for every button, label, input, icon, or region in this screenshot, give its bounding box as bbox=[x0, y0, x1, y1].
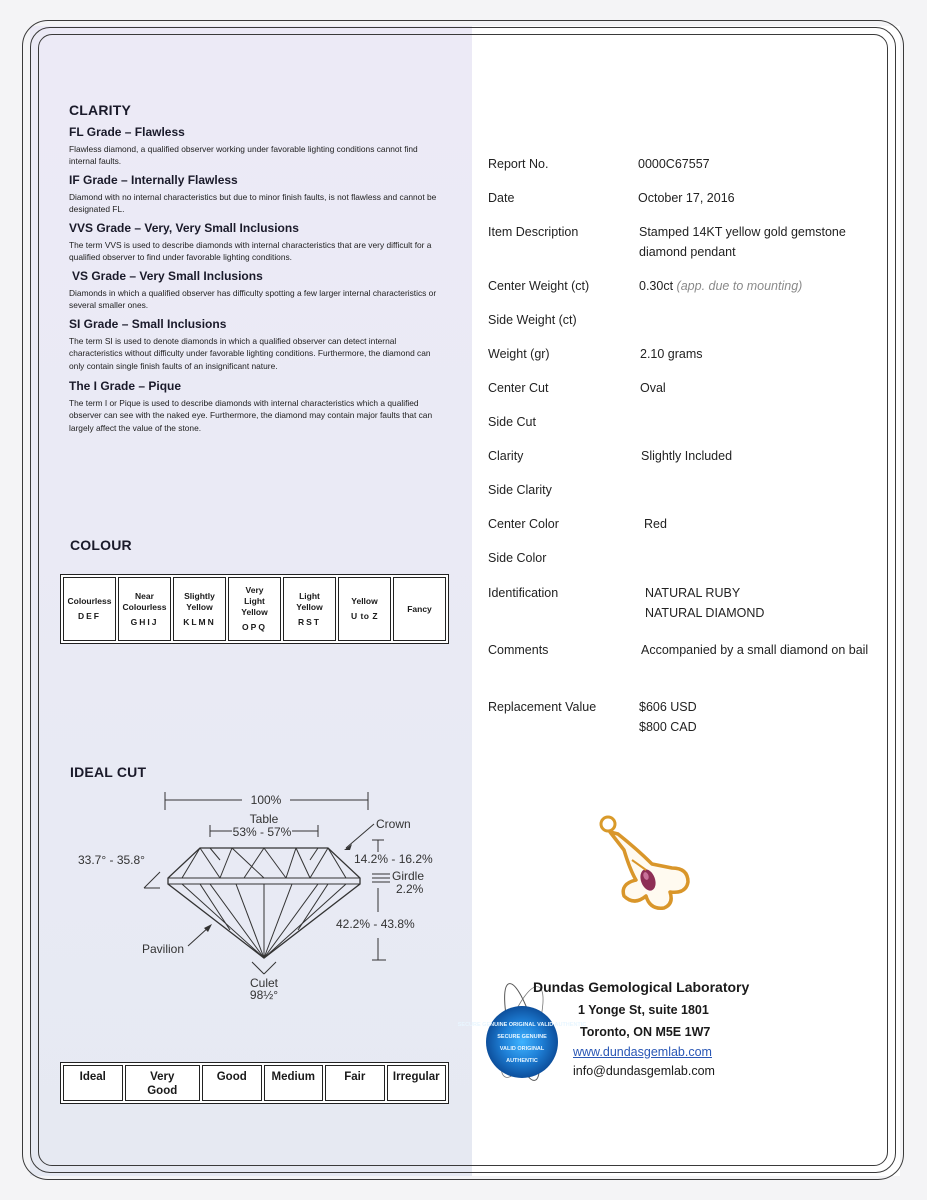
replacement-value-usd: $606 USD bbox=[639, 700, 697, 714]
date-label: Date bbox=[488, 191, 515, 205]
clarity-grade-desc: The term I or Pique is used to describe diamonds with internal characteristics which a qualified observer can see with the naked eye. Furthermore, the diamond may contain major faults that can largely affect the value of the stone. bbox=[69, 398, 433, 433]
colour-cell bbox=[173, 577, 226, 641]
cut-grade-cell: Ideal bbox=[63, 1065, 123, 1101]
clarity-title: CLARITY bbox=[69, 102, 132, 118]
lab-address-line2: Toronto, ON M5E 1W7 bbox=[580, 1025, 711, 1039]
center-weight-note: (app. due to mounting) bbox=[676, 279, 803, 293]
cut-grade-cell: Fair bbox=[325, 1065, 385, 1101]
colour-cell bbox=[338, 577, 391, 641]
clarity-grade-title: SI Grade – Small Inclusions bbox=[69, 317, 227, 331]
colour-cell bbox=[118, 577, 171, 641]
replacement-value-cad: $800 CAD bbox=[639, 720, 697, 734]
clarity-value: Slightly Included bbox=[641, 449, 733, 463]
cut-grade-cell: Irregular bbox=[387, 1065, 447, 1101]
colour-cell-label: Very Light Yellow bbox=[241, 585, 268, 617]
clarity-grade-title: VVS Grade – Very, Very Small Inclusions bbox=[69, 221, 299, 235]
colour-cell bbox=[283, 577, 336, 641]
weight-label: Weight (gr) bbox=[488, 347, 550, 361]
clarity-grade-title: VS Grade – Very Small Inclusions bbox=[72, 269, 263, 283]
diagram-table-label: Table bbox=[249, 812, 279, 826]
svg-text:SECURE GENUINE: SECURE GENUINE bbox=[497, 1034, 547, 1040]
side-color-label: Side Color bbox=[488, 551, 547, 565]
diagram-girdle-value: 2.2% bbox=[396, 882, 424, 896]
colour-cell bbox=[393, 577, 446, 641]
diagram-crown-label: Crown bbox=[376, 817, 411, 831]
report-number-value: 0000C67557 bbox=[638, 157, 710, 171]
colour-cell-label: Yellow bbox=[351, 596, 378, 606]
clarity-grade-desc: The term SI is used to denote diamonds in which a qualified observer can detect internal characteristics without difficulty under favorable lighting conditions. Furthermore, the diamond can only contain single finish faults of an insignificant nature. bbox=[69, 336, 431, 371]
report-number-label: Report No. bbox=[488, 157, 549, 171]
identification-line: NATURAL DIAMOND bbox=[645, 606, 765, 620]
pendant-photo bbox=[590, 810, 710, 920]
colour-cell-label: Light Yellow bbox=[296, 590, 323, 612]
colour-cell-code: OPQ bbox=[242, 622, 267, 632]
diagram-culet-label: Culet bbox=[249, 976, 279, 990]
colour-cell-code: RST bbox=[298, 616, 321, 627]
identification-line: NATURAL RUBY bbox=[645, 586, 741, 600]
center-color-value: Red bbox=[644, 517, 667, 531]
diagram-pavilion-depth: 42.2% - 43.8% bbox=[336, 917, 415, 931]
identification-value bbox=[645, 583, 764, 623]
colour-cell-label: Colourless bbox=[67, 596, 112, 606]
comments-value: Accompanied by a small diamond on bail bbox=[641, 643, 869, 657]
svg-text:VALID ORIGINAL: VALID ORIGINAL bbox=[499, 1046, 545, 1052]
diagram-crown-height: 14.2% - 16.2% bbox=[354, 852, 433, 866]
diagram-crown-angle: 33.7° - 35.8° bbox=[78, 853, 145, 867]
clarity-grade-title: IF Grade – Internally Flawless bbox=[69, 173, 238, 187]
clarity-grade-desc: Diamond with no internal characteristics but due to minor finish faults, is not flawless and cannot be designated FL. bbox=[69, 192, 437, 215]
diagram-table-range: 53% - 57% bbox=[232, 825, 292, 839]
lab-email[interactable]: info@dundasgemlab.com bbox=[573, 1064, 715, 1078]
svg-text:AUTHENTIC: AUTHENTIC bbox=[506, 1058, 538, 1064]
clarity-grade-title: FL Grade – Flawless bbox=[69, 125, 185, 139]
diamond-cut-diagram bbox=[60, 780, 460, 1010]
side-clarity-label: Side Clarity bbox=[488, 483, 552, 497]
comments-label: Comments bbox=[488, 643, 549, 657]
date-value: October 17, 2016 bbox=[638, 191, 735, 205]
colour-cell-code: KLMN bbox=[183, 616, 216, 627]
cut-grade-cell: Very Good bbox=[125, 1065, 201, 1101]
center-color-label: Center Color bbox=[488, 517, 559, 531]
center-cut-label: Center Cut bbox=[488, 381, 549, 395]
ideal-cut-title: IDEAL CUT bbox=[70, 764, 147, 780]
colour-cell-label: Near Colourless bbox=[122, 590, 167, 612]
colour-scale-table bbox=[60, 574, 449, 644]
cut-grade-table bbox=[60, 1062, 449, 1104]
colour-title: COLOUR bbox=[70, 537, 132, 553]
center-weight-label: Center Weight (ct) bbox=[488, 279, 590, 293]
colour-cell-label: Fancy bbox=[407, 603, 432, 614]
lab-website-link[interactable]: www.dundasgemlab.com bbox=[573, 1045, 712, 1059]
colour-cell-code: U to Z bbox=[350, 611, 379, 621]
item-description-line: Stamped 14KT yellow gold gemstone bbox=[639, 225, 846, 239]
item-description-label: Item Description bbox=[488, 225, 579, 239]
colour-cell bbox=[228, 577, 281, 641]
lab-name: Dundas Gemological Laboratory bbox=[533, 979, 750, 995]
clarity-label: Clarity bbox=[488, 449, 524, 463]
item-description-line: diamond pendant bbox=[639, 245, 736, 259]
side-cut-label: Side Cut bbox=[488, 415, 536, 429]
replacement-value-label: Replacement Value bbox=[488, 700, 597, 714]
diagram-girdle-label: Girdle bbox=[392, 869, 425, 883]
hologram-text: SECURE GENUINE ORIGINAL VALID AUTHENTIC bbox=[457, 1022, 587, 1028]
colour-cell-label: Slightly Yellow bbox=[184, 590, 215, 612]
diagram-pavilion-label: Pavilion bbox=[142, 942, 185, 956]
clarity-grade-desc: The term VVS is used to describe diamonds with internal characteristics that are very difficult for a qualified observer to find under favorable lighting conditions. bbox=[69, 240, 432, 263]
colour-cell-code: DEF bbox=[78, 611, 101, 621]
colour-cell bbox=[63, 577, 116, 641]
clarity-grade-title: The I Grade – Pique bbox=[69, 379, 182, 393]
diagram-width-label: 100% bbox=[250, 793, 282, 807]
cut-grade-cell: Medium bbox=[264, 1065, 324, 1101]
diagram-culet-value: 98½° bbox=[249, 988, 279, 1002]
lab-address-line1: 1 Yonge St, suite 1801 bbox=[578, 1003, 709, 1017]
hologram-seal-icon bbox=[457, 958, 587, 1088]
center-weight-amount: 0.30ct bbox=[639, 279, 674, 293]
clarity-grade-desc: Diamonds in which a qualified observer has difficulty spotting a few larger internal characteristics or several smaller ones. bbox=[69, 288, 437, 311]
item-description-value bbox=[639, 222, 846, 262]
colour-cell-code: GHIJ bbox=[130, 616, 159, 627]
center-cut-value: Oval bbox=[640, 381, 666, 395]
clarity-grade-desc: Flawless diamond, a qualified observer working under favorable lighting conditions cannot find internal faults. bbox=[69, 144, 418, 167]
center-weight-value bbox=[639, 276, 802, 296]
weight-value: 2.10 grams bbox=[640, 347, 703, 361]
replacement-value bbox=[639, 697, 697, 737]
identification-label: Identification bbox=[488, 586, 559, 600]
cut-grade-cell: Good bbox=[202, 1065, 262, 1101]
side-weight-label: Side Weight (ct) bbox=[488, 313, 577, 327]
